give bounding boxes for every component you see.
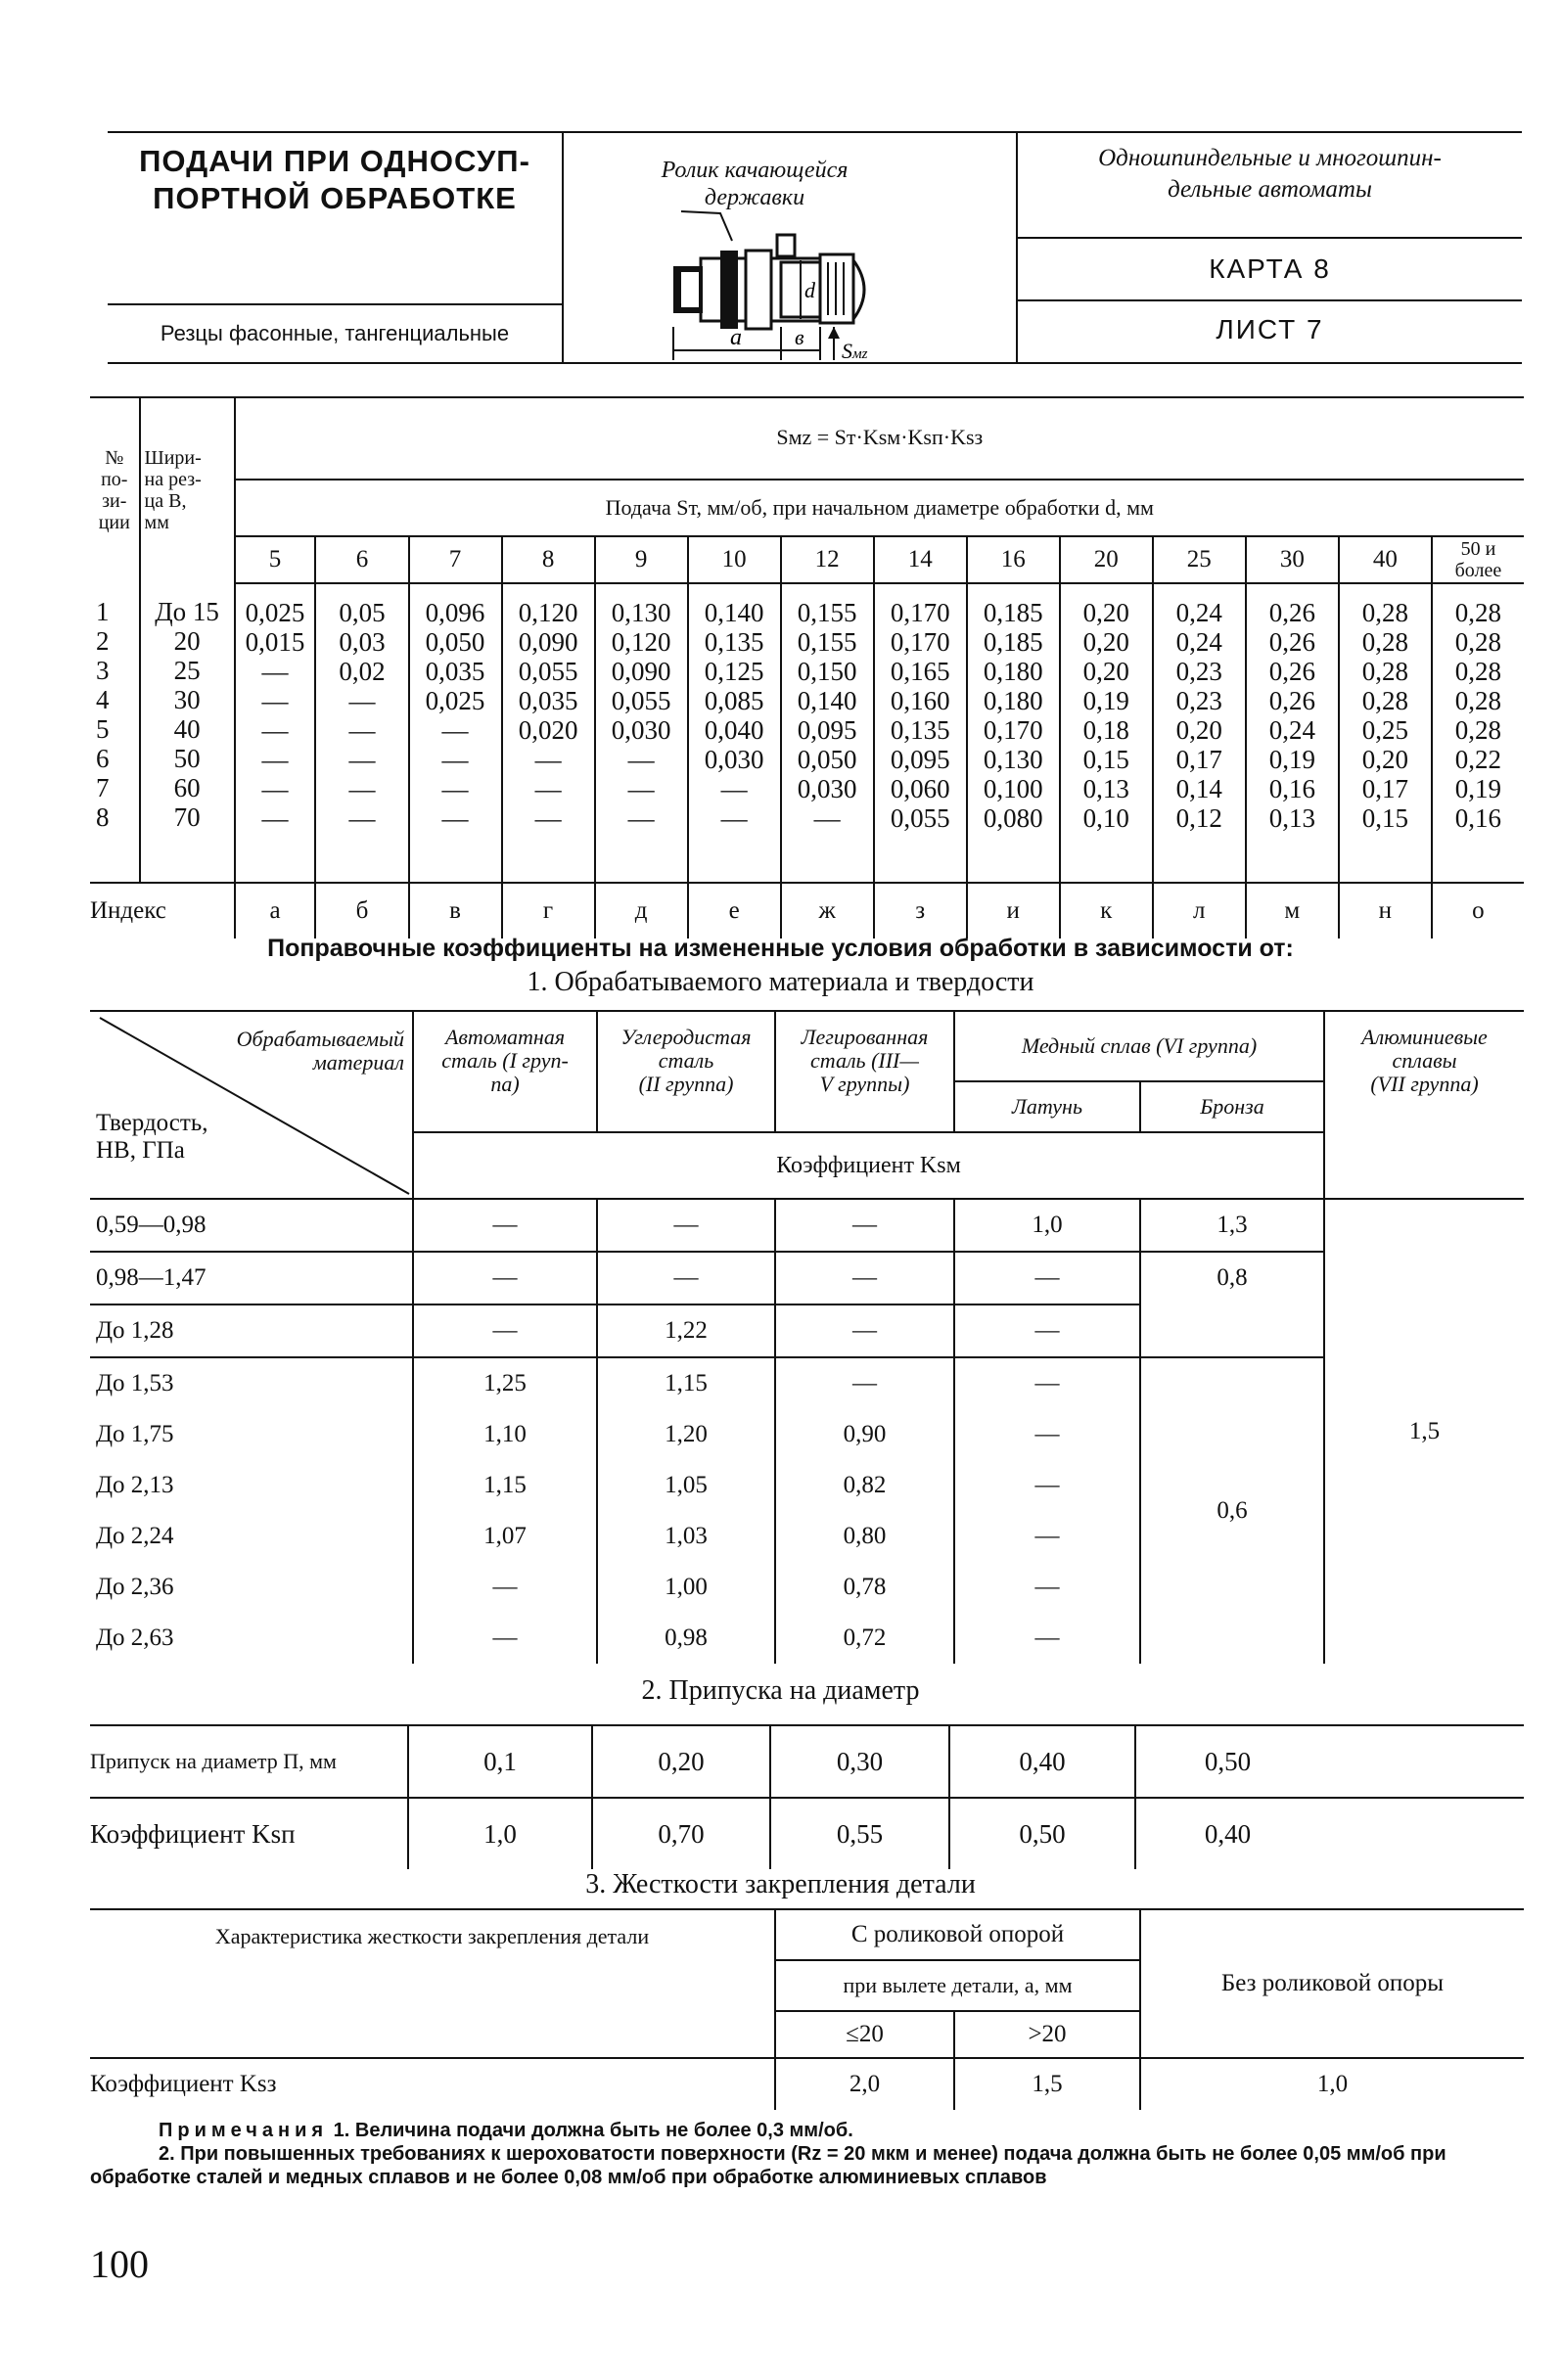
hardness: 0,98—1,47: [90, 1252, 413, 1304]
carbon-value: 1,03: [597, 1511, 775, 1562]
auto-value: 1,07: [413, 1511, 597, 1562]
feed-column: 0,130 0,120 0,090 0,055 0,030 — — —: [595, 583, 688, 883]
hardness: До 1,75: [96, 1421, 174, 1447]
bronze-value: 0,8: [1140, 1252, 1324, 1357]
page-title: ПОДАЧИ ПРИ ОДНОСУП- ПОРТНОЙ ОБРАБОТКЕ: [139, 144, 530, 215]
alloy-value: —: [775, 1199, 954, 1252]
material-row: [90, 1252, 1524, 1304]
ksp-value: 0,40: [1135, 1798, 1319, 1869]
col-copper-alloy: Медный сплав (VI группа): [954, 1011, 1324, 1081]
auto-value: —: [413, 1562, 597, 1613]
index-cell: ж: [781, 883, 874, 938]
dim-d: d: [804, 278, 815, 302]
without-support: Без роликовой опоры: [1140, 1909, 1524, 2058]
col-position-header: № по- зи- ции: [98, 446, 130, 533]
diameter-cell: 16: [967, 536, 1060, 583]
material-section-title: 1. Обрабатываемого материала и твердости: [527, 967, 1034, 997]
allowance-value: 0,50: [1135, 1725, 1319, 1798]
dim-b: в: [795, 325, 804, 349]
carbon-value: 1,05: [597, 1460, 775, 1511]
allowance-section-title: 2. Припуска на диаметр: [641, 1675, 920, 1706]
diagonal-header: [90, 1011, 413, 1199]
diameter-cell: 9: [595, 536, 688, 583]
alloy-value: —: [775, 1304, 954, 1357]
brass-value: —: [954, 1357, 1140, 1409]
feed-column: 0,155 0,155 0,150 0,140 0,095 0,050 0,030 —: [781, 583, 874, 883]
index-cell: и: [967, 883, 1060, 938]
brass-value: —: [954, 1613, 1140, 1664]
feed-column: 0,170 0,170 0,165 0,160 0,135 0,095 0,060 0,055: [874, 583, 967, 883]
diameter-row: [90, 536, 1524, 583]
hardness: До 2,63: [96, 1625, 174, 1651]
allowance-value: 0,20: [592, 1725, 770, 1798]
col-aluminum: Алюминиевые сплавы (VII группа): [1324, 1011, 1524, 1132]
ksz-value: 1,0: [1140, 2058, 1524, 2110]
index-label: Индекс: [90, 897, 166, 924]
diameter-cell: 25: [1153, 536, 1246, 583]
ksp-label: Коэффициент Ksп: [90, 1818, 296, 1849]
ksp-value: 1,0: [408, 1798, 592, 1869]
allowance-value: 0,1: [408, 1725, 592, 1798]
diameter-cell: 14: [874, 536, 967, 583]
carbon-value: 1,20: [597, 1409, 775, 1460]
diameter-cell: 7: [409, 536, 502, 583]
index-cell: м: [1246, 883, 1339, 938]
feed-table: [90, 396, 1524, 938]
col-width-header: Шири- на рез- ца B, мм: [140, 396, 235, 583]
alloy-value: 0,90: [775, 1409, 954, 1460]
header-left: [108, 133, 564, 362]
ksp-row: [90, 1798, 1524, 1869]
index-cell: з: [874, 883, 967, 938]
feed-data-row: [90, 583, 1524, 883]
brass-value: —: [954, 1304, 1140, 1357]
hardness: До 2,36: [96, 1574, 174, 1600]
roller-holder-diagram: [564, 133, 1016, 362]
card-header: [108, 131, 1522, 364]
note-2: 2. При повышенных требованиях к шероховатости поверхности (Rz = 20 мкм и менее) подача должна быть не более 0,05 мм/об при обработке сталей и медных сплавов и не более 0,08 мм/об при обработке алюминиевых сплавов: [90, 2143, 1446, 2188]
alloy-value: 0,78: [775, 1562, 954, 1613]
diameter-cell: 20: [1060, 536, 1153, 583]
index-cell: в: [409, 883, 502, 938]
feed-symbol: Sмz: [842, 339, 868, 362]
carbon-value: 1,22: [597, 1304, 775, 1357]
feed-column: 0,28 0,28 0,28 0,28 0,28 0,22 0,19 0,16: [1432, 583, 1524, 883]
hardness: До 1,28: [90, 1304, 413, 1357]
feed-column: 0,140 0,135 0,125 0,085 0,040 0,030 — —: [688, 583, 781, 883]
allowance-row: [90, 1725, 1524, 1798]
index-cell: н: [1339, 883, 1432, 938]
auto-value: 1,15: [413, 1460, 597, 1511]
figure-label: Ролик качающейся державки: [661, 158, 849, 210]
diameter-cell: 50 и более: [1432, 536, 1524, 583]
alloy-value: —: [775, 1357, 954, 1409]
feed-column: 0,096 0,050 0,035 0,025 — — — —: [409, 583, 502, 883]
ksz-value: 1,5: [954, 2058, 1140, 2110]
with-support: С роликовой опорой: [775, 1909, 1140, 1960]
hardness: 0,59—0,98: [90, 1199, 413, 1252]
rigidity-char-label: Характеристика жесткости закрепления детали: [214, 1924, 650, 1948]
ksz-value: 2,0: [775, 2058, 954, 2110]
feed-formula: Sмz = Sт·Ksм·Ksп·Ksз: [235, 396, 1524, 480]
allowance-label: Припуск на диаметр П, мм: [90, 1725, 408, 1798]
auto-value: —: [413, 1304, 597, 1357]
index-cell: е: [688, 883, 781, 938]
auto-value: —: [413, 1613, 597, 1664]
allowance-empty: [1319, 1725, 1524, 1798]
hardness: До 2,24: [96, 1523, 174, 1549]
alloy-value: —: [775, 1252, 954, 1304]
allowance-table: [90, 1724, 1524, 1869]
index-cell: г: [502, 883, 595, 938]
auto-value: 1,10: [413, 1409, 597, 1460]
card-number: КАРТА 8: [1018, 237, 1522, 301]
page-number: 100: [90, 2242, 149, 2286]
dim-a: a: [730, 325, 742, 350]
col-bronze: Бронза: [1140, 1081, 1324, 1132]
ksz-label: Коэффициент Ksз: [90, 2058, 775, 2110]
auto-value: —: [413, 1199, 597, 1252]
ksp-value: 0,50: [949, 1798, 1135, 1869]
ksp-value: 0,70: [592, 1798, 770, 1869]
coef-ksm-label: Коэффициент Ksм: [413, 1132, 1324, 1199]
alloy-value: 0,82: [775, 1460, 954, 1511]
feed-column: 0,24 0,24 0,23 0,23 0,20 0,17 0,14 0,12: [1153, 583, 1246, 883]
diameter-cell: 10: [688, 536, 781, 583]
brass-value: —: [954, 1562, 1140, 1613]
bronze-value: 1,3: [1140, 1199, 1324, 1252]
carbon-value: —: [597, 1252, 775, 1304]
index-cell: о: [1432, 883, 1524, 938]
brass-value: —: [954, 1409, 1140, 1460]
notes-label: Примечания: [159, 2120, 329, 2141]
index-cell: б: [315, 883, 408, 938]
header-right: [1018, 133, 1522, 362]
diameter-cell: 40: [1339, 536, 1432, 583]
le20: ≤20: [775, 2011, 954, 2058]
alloy-value: 0,80: [775, 1511, 954, 1562]
carbon-value: —: [597, 1199, 775, 1252]
allowance-value: 0,30: [770, 1725, 949, 1798]
feed-column: 0,05 0,03 0,02 — — — — —: [315, 583, 408, 883]
position-numbers: 1 2 3 4 5 6 7 8: [90, 583, 140, 883]
note-1-text: 1. Величина подачи должна быть не более 0,3 мм/об.: [333, 2120, 853, 2141]
allowance-value: 0,40: [949, 1725, 1135, 1798]
machine-type: Одношпиндельные и многошпин- дельные автоматы: [1098, 145, 1442, 203]
index-cell: д: [595, 883, 688, 938]
diameter-cell: 8: [502, 536, 595, 583]
notes: [90, 2119, 1524, 2189]
header-figure: [564, 133, 1018, 362]
feed-column: 0,20 0,20 0,20 0,19 0,18 0,15 0,13 0,10: [1060, 583, 1153, 883]
width-values: До 15 20 25 30 40 50 60 70: [140, 583, 235, 883]
material-row: [90, 1357, 1524, 1409]
col-alloy-steel: Легированная сталь (III— V группы): [775, 1011, 954, 1132]
note-1: [90, 2119, 1524, 2142]
carbon-value: 1,15: [597, 1357, 775, 1409]
col-brass: Латунь: [954, 1081, 1140, 1132]
aluminum-value: 1,5: [1324, 1199, 1524, 1664]
brass-value: 1,0: [954, 1199, 1140, 1252]
rigidity-section-title: 3. Жесткости закрепления детали: [585, 1869, 976, 1899]
diameter-cell: 30: [1246, 536, 1339, 583]
ksp-value: 0,55: [770, 1798, 949, 1869]
feed-caption: Подача Sт, мм/об, при начальном диаметре обработки d, мм: [235, 480, 1524, 536]
feed-column: 0,26 0,26 0,26 0,26 0,24 0,19 0,16 0,13: [1246, 583, 1339, 883]
col-carbon-steel: Углеродистая сталь (II группа): [597, 1011, 775, 1132]
ksz-row: [90, 2058, 1524, 2110]
rigidity-table: [90, 1908, 1524, 2110]
feed-column: 0,025 0,015 — — — — — —: [235, 583, 316, 883]
material-label: Обрабатываемый материал: [236, 1027, 404, 1075]
gt20: >20: [954, 2011, 1140, 2058]
feed-column: 0,28 0,28 0,28 0,28 0,25 0,20 0,17 0,15: [1339, 583, 1432, 883]
corrections-title: Поправочные коэффициенты на измененные условия обработки в зависимости от:: [267, 935, 1294, 962]
overhang-label: при вылете детали, a, мм: [775, 1960, 1140, 2011]
brass-value: —: [954, 1511, 1140, 1562]
feed-column: 0,185 0,185 0,180 0,180 0,170 0,130 0,100 0,080: [967, 583, 1060, 883]
diameter-cell: 12: [781, 536, 874, 583]
bronze-value: 0,6: [1140, 1357, 1324, 1664]
brass-value: —: [954, 1252, 1140, 1304]
diameter-cell: 5: [235, 536, 316, 583]
tool-type: Резцы фасонные, тангенциальные: [108, 303, 562, 362]
index-cell: л: [1153, 883, 1246, 938]
feed-column: 0,120 0,090 0,055 0,035 0,020 — — —: [502, 583, 595, 883]
hardness: До 1,53: [96, 1370, 174, 1396]
carbon-value: 1,00: [597, 1562, 775, 1613]
hardness-label: Твердость, HB, ГПа: [96, 1110, 208, 1164]
diameter-cell: 6: [315, 536, 408, 583]
hardness: До 2,13: [96, 1472, 174, 1498]
auto-value: —: [413, 1252, 597, 1304]
material-table: [90, 1010, 1524, 1664]
auto-value: 1,25: [413, 1357, 597, 1409]
brass-value: —: [954, 1460, 1140, 1511]
material-row: [90, 1199, 1524, 1252]
index-cell: к: [1060, 883, 1153, 938]
index-row: [90, 883, 1524, 938]
sheet-number: ЛИСТ 7: [1216, 314, 1324, 344]
alloy-value: 0,72: [775, 1613, 954, 1664]
ksp-empty: [1319, 1798, 1524, 1869]
carbon-value: 0,98: [597, 1613, 775, 1664]
aluminum-header-fill: [1324, 1132, 1524, 1199]
index-cell: а: [235, 883, 316, 938]
col-auto-steel: Автоматная сталь (I груп- па): [413, 1011, 597, 1132]
